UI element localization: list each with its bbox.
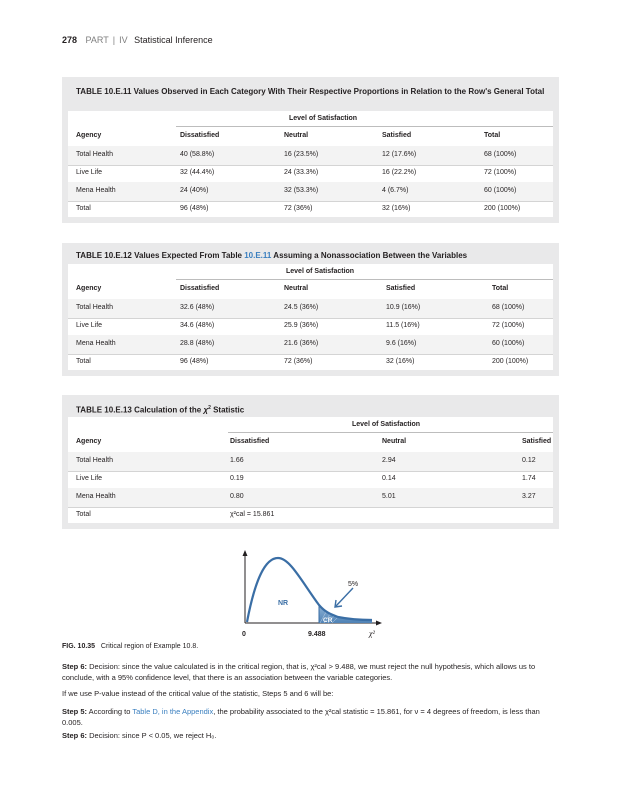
- level-header: Level of Satisfaction: [286, 268, 355, 275]
- table-10e12: [62, 243, 559, 376]
- chi-square-figure: [230, 550, 400, 647]
- cr-label: CR: [323, 617, 333, 624]
- tick-critical: 9.488: [308, 631, 326, 638]
- table-caption: TABLE 10.E.13 Calculation of the $\chi^2$ Statistic: [76, 405, 245, 415]
- col-satisfied: Satisfied: [382, 132, 412, 139]
- table-header-row: Agency Dissatisfied Neutral Satisfied Total: [68, 280, 553, 300]
- step6-final: Step 6: Decision: since P < 0.05, we reject H₀.: [62, 731, 217, 740]
- table-row: Mena Health 0.80 5.01 3.27: [68, 488, 553, 508]
- nr-label: NR: [278, 600, 289, 607]
- part-number: IV: [119, 35, 128, 45]
- tick-zero: 0: [242, 631, 246, 638]
- col-agency: Agency: [76, 132, 102, 139]
- table-body: [68, 417, 553, 523]
- col-dissatisfied: Dissatisfied: [180, 132, 220, 139]
- table-caption: TABLE 10.E.11 Values Observed in Each Category With Their Respective Proportions in Relation to the Row's General Total: [76, 87, 545, 96]
- table-row: Total Health 32.6 (48%) 24.5 (36%) 10.9 (16%) 68 (100%): [68, 299, 553, 319]
- axis-label: χ²: [369, 629, 375, 638]
- table-caption: TABLE 10.E.12 Values Expected From Table 10.E.11 Assuming a Nonassociation Between the Variables: [76, 251, 468, 260]
- page-number: 278: [62, 35, 78, 45]
- level-header: Level of Satisfaction: [352, 421, 421, 428]
- step6-paragraph: Step 6: Decision: since the value calculated is in the critical region, that is, χ²cal > 9.488, we must reject the null hypothesis, which allows us to conclude, with a 95% confidence level, that there is an association between the variable categories.: [62, 662, 536, 682]
- table-10e11: [62, 77, 559, 223]
- table-row: Live Life 0.19 0.14 1.74: [68, 470, 553, 490]
- table-header-row: [68, 127, 553, 147]
- table-row: Total χ²cal = 15.861: [76, 511, 275, 518]
- step5-paragraph: Step 5: According to Table D, in the Appendix, the probability associated to the χ²cal statistic = 15.861, for ν = 4 degrees of freedom, is less than 0.005.: [62, 707, 540, 727]
- table-row: Mena Health 24 (40%) 32 (53.3%) 4 (6.7%) 60 (100%): [68, 182, 553, 202]
- table-body: [68, 111, 553, 217]
- appendix-link[interactable]: Table D, in the Appendix: [132, 707, 214, 716]
- table-header-row: Agency Dissatisfied Neutral Satisfied: [68, 433, 553, 453]
- level-header: Level of Satisfaction: [289, 115, 358, 122]
- table-row: Live Life 34.6 (48%) 25.9 (36%) 11.5 (16%) 72 (100%): [68, 317, 553, 337]
- table-row: Total Health 1.66 2.94 0.12: [68, 452, 553, 472]
- figure-caption: FIG. 10.35 Critical region of Example 10.8.: [62, 643, 199, 650]
- table-row: Total 96 (48%) 72 (36%) 32 (16%) 200 (100%): [76, 358, 529, 365]
- section-title: Statistical Inference: [134, 35, 213, 45]
- table-row: Total Health 40 (58.8%) 16 (23.5%) 12 (17.6%) 68 (100%): [68, 146, 553, 166]
- table-row: Mena Health 28.8 (48%) 21.6 (36%) 9.6 (16%) 60 (100%): [68, 335, 553, 355]
- col-total: Total: [484, 132, 501, 139]
- pct-label: 5%: [348, 581, 359, 588]
- pvalue-paragraph: If we use P-value instead of the critical value of the statistic, Steps 5 and 6 will be:: [62, 689, 334, 698]
- density-curve: [247, 558, 372, 622]
- table-body: [68, 264, 553, 370]
- table-ref-link[interactable]: 10.E.11: [244, 251, 272, 260]
- table-row: Live Life 32 (44.4%) 24 (33.3%) 16 (22.2%) 72 (100%): [68, 164, 553, 184]
- table-10e13: [62, 395, 559, 529]
- part-label: PART: [85, 35, 109, 45]
- chi-square-curve: [230, 550, 400, 642]
- col-neutral: Neutral: [284, 132, 309, 139]
- running-head: 278 PART | IV Statistical Inference: [62, 35, 213, 45]
- table-row: Total 96 (48%) 72 (36%) 32 (16%) 200 (100%): [76, 205, 521, 212]
